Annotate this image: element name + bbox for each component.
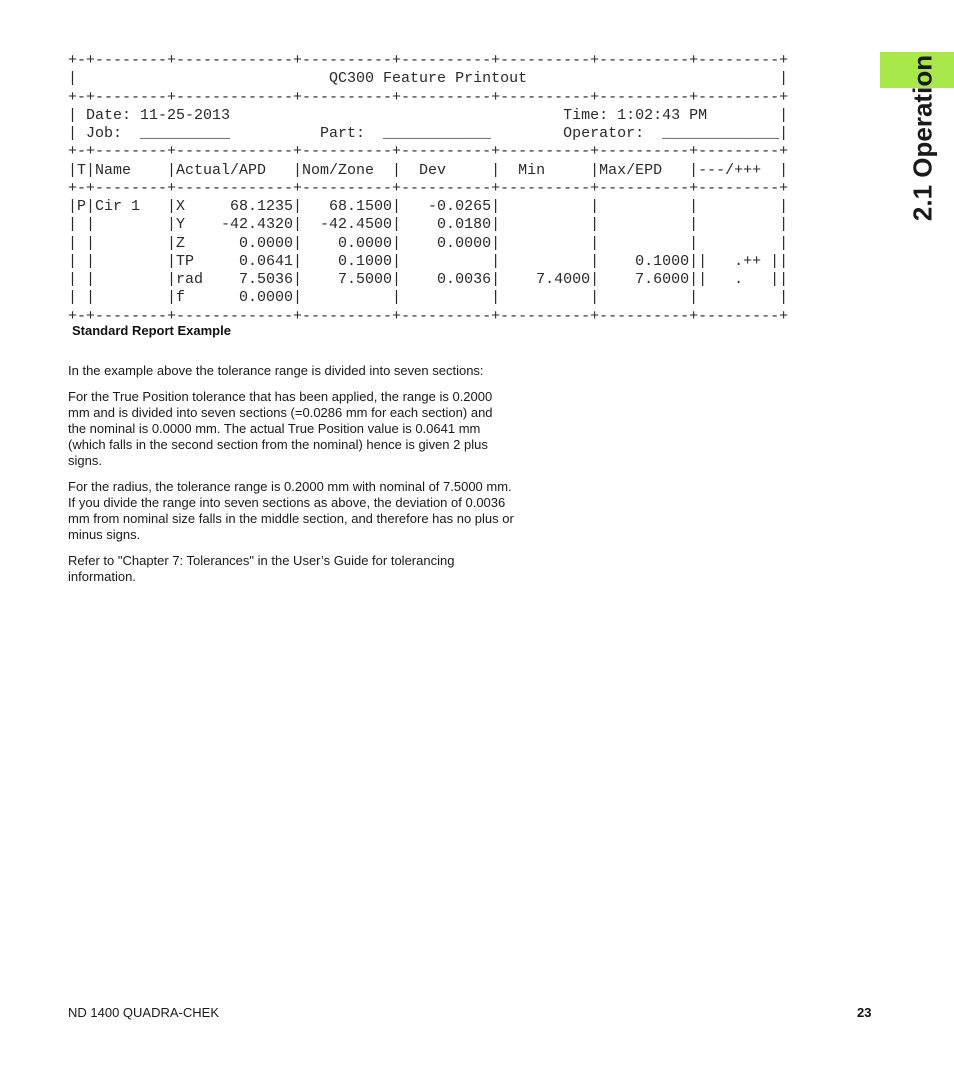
printout-line: +-+--------+-------------+----------+----------+----------+----------+---------+: [68, 88, 789, 106]
printout-line: | Job: __________ Part: ____________ Operator: _____________|: [68, 125, 789, 142]
paragraph: For the True Position tolerance that has been applied, the range is 0.2000 mm and is divided into seven sections (=0.0286 mm for each section) and the nominal is 0.0000 mm. The actual True Position value is 0.0641 mm (which falls in the second section from the nominal) hence is given 2 plus signs.: [68, 389, 493, 468]
page-number: 23: [857, 1005, 872, 1020]
feature-printout: [68, 52, 788, 326]
printout-line: | | |Y -42.4320| -42.4500| 0.0180| | | |: [68, 216, 789, 234]
printout-line: +-+--------+-------------+----------+----------+----------+----------+---------+: [68, 179, 789, 197]
printout-line: +-+--------+-------------+----------+----------+----------+----------+---------+: [68, 52, 789, 69]
printout-line: | | |Z 0.0000| 0.0000| 0.0000| | | |: [68, 234, 789, 252]
printout-line: | | |f 0.0000| | | | | |: [68, 289, 789, 307]
printout-line: | | |rad 7.5036| 7.5000| 0.0036| 7.4000| 7.6000|| . ||: [68, 271, 789, 288]
printout-line: |P|Cir 1 |X 68.1235| 68.1500| -0.0265| | | |: [68, 198, 789, 215]
printout-line: +-+--------+-------------+----------+----------+----------+----------+---------+: [68, 307, 789, 325]
paragraph: Refer to "Chapter 7: Tolerances" in the User’s Guide for tolerancing information.: [68, 553, 455, 584]
printout-line: | QC300 Feature Printout |: [68, 70, 789, 88]
body-text: [68, 363, 514, 595]
footer-product-name: ND 1400 QUADRA-CHEK: [68, 1005, 219, 1020]
figure-caption: Standard Report Example: [72, 323, 231, 338]
printout-line: | | |TP 0.0641| 0.1000| | | 0.1000|| .++ ||: [68, 252, 789, 270]
paragraph: For the radius, the tolerance range is 0.2000 mm with nominal of 7.5000 mm. If you divide the range into seven sections as above, the deviation of 0.0036 mm from nominal size falls in the middle section, and therefore has no plus or minus signs.: [68, 479, 514, 542]
printout-line: +-+--------+-------------+----------+----------+----------+----------+---------+: [68, 143, 789, 161]
printout-line: | Date: 11-25-2013 Time: 1:02:43 PM |: [68, 106, 789, 124]
paragraph: In the example above the tolerance range is divided into seven sections:: [68, 363, 484, 378]
printout-line: |T|Name |Actual/APD |Nom/Zone | Dev | Min |Max/EPD |---/+++ |: [68, 161, 789, 179]
section-title: 2.1 Operation: [907, 54, 938, 222]
